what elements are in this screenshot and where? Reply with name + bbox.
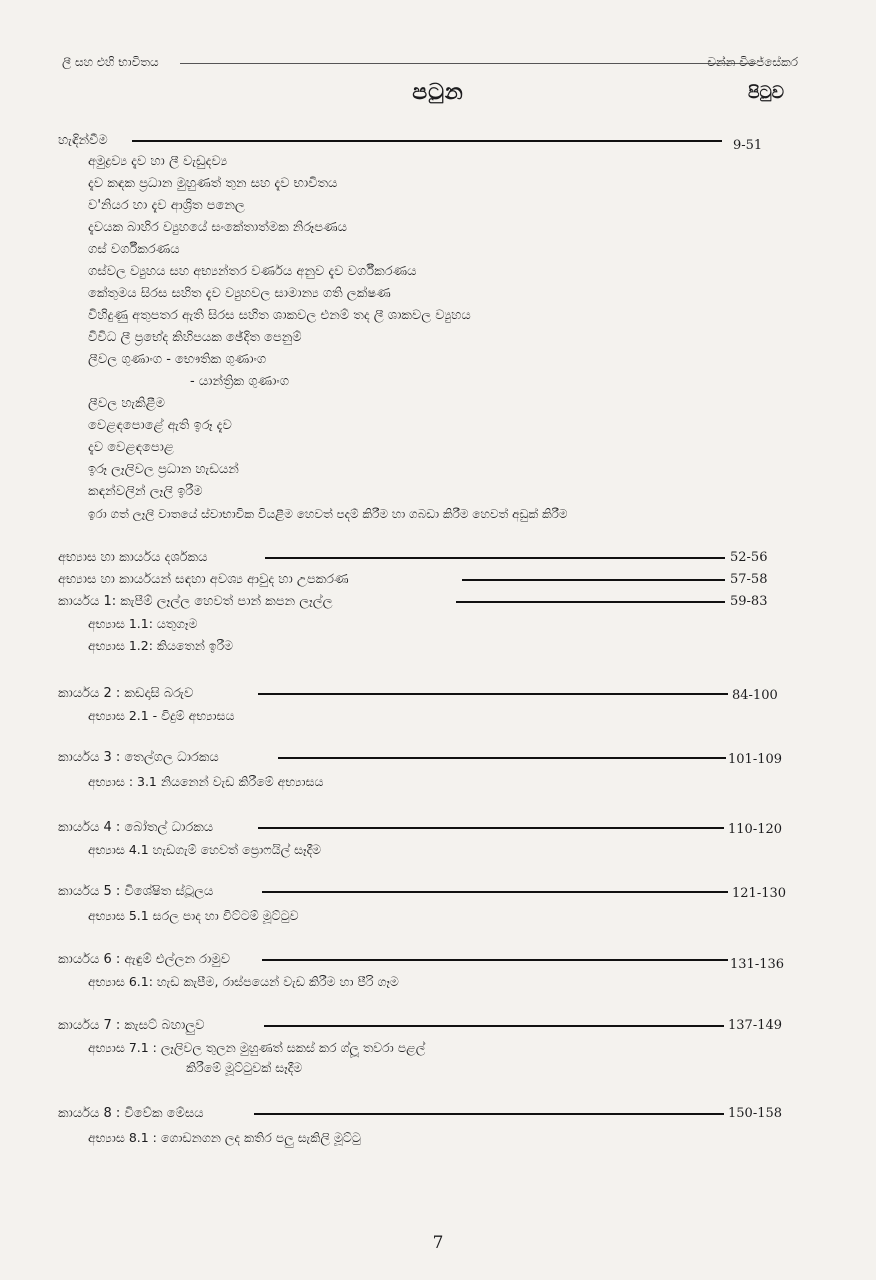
running-header-right: චන්න විජේසේකර: [707, 55, 798, 69]
entry-pages: 150-158: [728, 1106, 783, 1121]
leader-rule: [462, 579, 725, 581]
entry-pages: 131-136: [730, 957, 785, 972]
entry-title: කාර්යය 7 : කැසට් බහාලුව: [58, 1018, 205, 1033]
leader-rule: [456, 601, 725, 603]
running-header-left: ලී සහ එහි භාවිතය: [62, 55, 159, 69]
leader-rule: [258, 827, 724, 829]
entry-title: අභ්‍යාස හා කාර්යයන් සඳහා අවශ්‍ය ආවුද හා උපකරණ: [58, 572, 349, 587]
exercise-item: අභ්‍යාස 2.1 - විදුම් අභ්‍යාසය: [88, 708, 235, 723]
intro-item: කඳන්වලින් ලෑලි ඉරීම: [88, 484, 203, 499]
intro-item: වෙළඳපොළේ ඇති ඉරූ දැව: [88, 418, 232, 433]
toc-entry: [0, 882, 876, 902]
header-rule: [180, 63, 756, 64]
intro-item: විහිදුණු අතුපතර ඇති සිරස සහිත ශාකවල එනම් තද ලී ශාකවල ව්‍යුහය: [88, 308, 471, 323]
entry-title: කාර්යය 3 : තෙල්ගල ධාරකය: [58, 750, 219, 765]
exercise-item-continued: කිරීමේ මූට්ටුවක් සෑදීම: [186, 1060, 303, 1075]
intro-item: දැව වෙළඳපොළ: [88, 440, 174, 455]
intro-item: ඉරූ ලෑලිවල ප්‍රධාන හැඩයන්: [88, 462, 239, 477]
entry-title: කාර්යය 8 : විවේක මේසය: [58, 1106, 204, 1121]
entry-pages: 137-149: [728, 1018, 783, 1033]
entry-title: අභ්‍යාස හා කාර්යය දර්ශකය: [58, 550, 208, 565]
page-number: 7: [432, 1233, 444, 1253]
exercise-item: අභ්‍යාස 1.2: කියතෙන් ඉරීම: [88, 638, 234, 653]
entry-title: කාර්යය 5 : විශේෂිත ස්ටූලය: [58, 884, 214, 899]
leader-rule: [132, 140, 722, 142]
toc-entry: [0, 818, 876, 838]
intro-item: දැව කඳක ප්‍රධාන මුහුණත් තුන සහ දැව භාවිතය: [88, 176, 338, 191]
toc-entry: [0, 684, 876, 704]
exercise-item: අභ්‍යාස 6.1: හැඩ කැපීම, රාස්පයෙන් වැඩ කිරීම හා පීරි ගෑම: [88, 974, 399, 989]
toc-entry: [0, 548, 876, 568]
toc-entry: [0, 1016, 876, 1036]
entry-pages: 84-100: [732, 688, 778, 703]
toc-entry-intro: [0, 131, 876, 151]
leader-rule: [262, 959, 728, 961]
intro-item: විවිධ ලී ප්‍රභේද කිහිපයක ඡේදිත පෙනුම්: [88, 330, 302, 345]
intro-item: ගස් වර්ගීකරණය: [88, 242, 180, 257]
exercise-item: අභ්‍යාස 4.1 හැඩගැම් හෙවත් ප්‍රොෆයිල් සෑදීම: [88, 842, 322, 857]
entry-pages: 121-130: [732, 886, 787, 901]
entry-pages: 57-58: [730, 572, 768, 587]
intro-item: ගස්වල ව්‍යුහය සහ අභ්‍යන්තර වර්ණය අනුව දැව වර්ගීකරණය: [88, 264, 417, 279]
leader-rule: [265, 557, 725, 559]
page-column-label: පිටුව: [748, 83, 784, 103]
leader-rule: [278, 757, 726, 759]
toc-entry: [0, 1104, 876, 1124]
entry-title: කාර්යය 2 : කඩදාසි බරුව: [58, 686, 194, 701]
toc-title: පටුන: [412, 80, 464, 105]
entry-pages: 110-120: [728, 822, 783, 837]
exercise-item: අභ්‍යාස 5.1 සරල පාද හා විට්ටම් මූට්ටුව: [88, 908, 299, 923]
leader-rule: [254, 1113, 724, 1115]
intro-item: ලීවල ගුණාංග - භෞතික ගුණාංග: [88, 352, 267, 367]
entry-title: කාර්යය 4 : බෝතල් ධාරකය: [58, 820, 214, 835]
toc-entry: [0, 592, 876, 612]
exercise-item: අභ්‍යාස 7.1 : ලෑලිවල තුලන මුහුණත් සකස් කර ග්ලූ තවරා පළල්: [88, 1040, 426, 1055]
intro-item: අමුද්‍රව්‍ය දැව හා ලී වැඩුදව්‍ය: [88, 154, 228, 169]
exercise-item: අභ්‍යාස 8.1 : ගොඩනගන ලද කතිර පලු සැකිලි මූට්ටු: [88, 1130, 361, 1145]
leader-rule: [262, 891, 728, 893]
intro-item: ලීවල හැකිළීම: [88, 396, 165, 411]
intro-item: ව'නියර හා දැව ආශ්‍රිත පනෙල: [88, 198, 245, 213]
entry-pages: 101-109: [728, 752, 783, 767]
toc-entry: [0, 570, 876, 590]
entry-pages: 52-56: [730, 550, 768, 565]
intro-item: ඉරා ගත් ලෑලි වාතයේ ස්වාභාවික වියළීම හෙවත් පදම් කිරීම හා ගබඩා කිරීම හෙවත් අඩුක් කිරීම: [88, 507, 568, 521]
leader-rule: [258, 693, 728, 695]
exercise-item: අභ්‍යාස 1.1: යතුගෑම: [88, 616, 198, 631]
intro-item: කේතුමය සිරස සහිත දැව ව්‍යුහවල සාමාන්‍ය ගති ලක්ෂණ: [88, 286, 391, 301]
intro-item: දැවයක බාහිර ව්‍යුහයේ සංකේතාත්මක නිරූපණය: [88, 220, 347, 235]
entry-pages: 9-51: [733, 138, 763, 153]
exercise-item: අභ්‍යාස : 3.1 නියනෙන් වැඩ කිරීමේ අභ්‍යාසය: [88, 774, 324, 789]
intro-item: - යාන්ත්‍රික ගුණාංග: [190, 374, 290, 389]
entry-pages: 59-83: [730, 594, 768, 609]
toc-entry: [0, 748, 876, 768]
entry-title: හැඳින්වීම: [58, 133, 108, 148]
entry-title: කාර්යය 1: කැපීම් ලෑල්ල හෙවත් පාන් කපන ලෑල්ල: [58, 594, 333, 609]
entry-title: කාර්යය 6 : ඇඳුම් එල්ලන රාමුව: [58, 952, 230, 967]
leader-rule: [264, 1025, 724, 1027]
toc-entry: [0, 950, 876, 970]
